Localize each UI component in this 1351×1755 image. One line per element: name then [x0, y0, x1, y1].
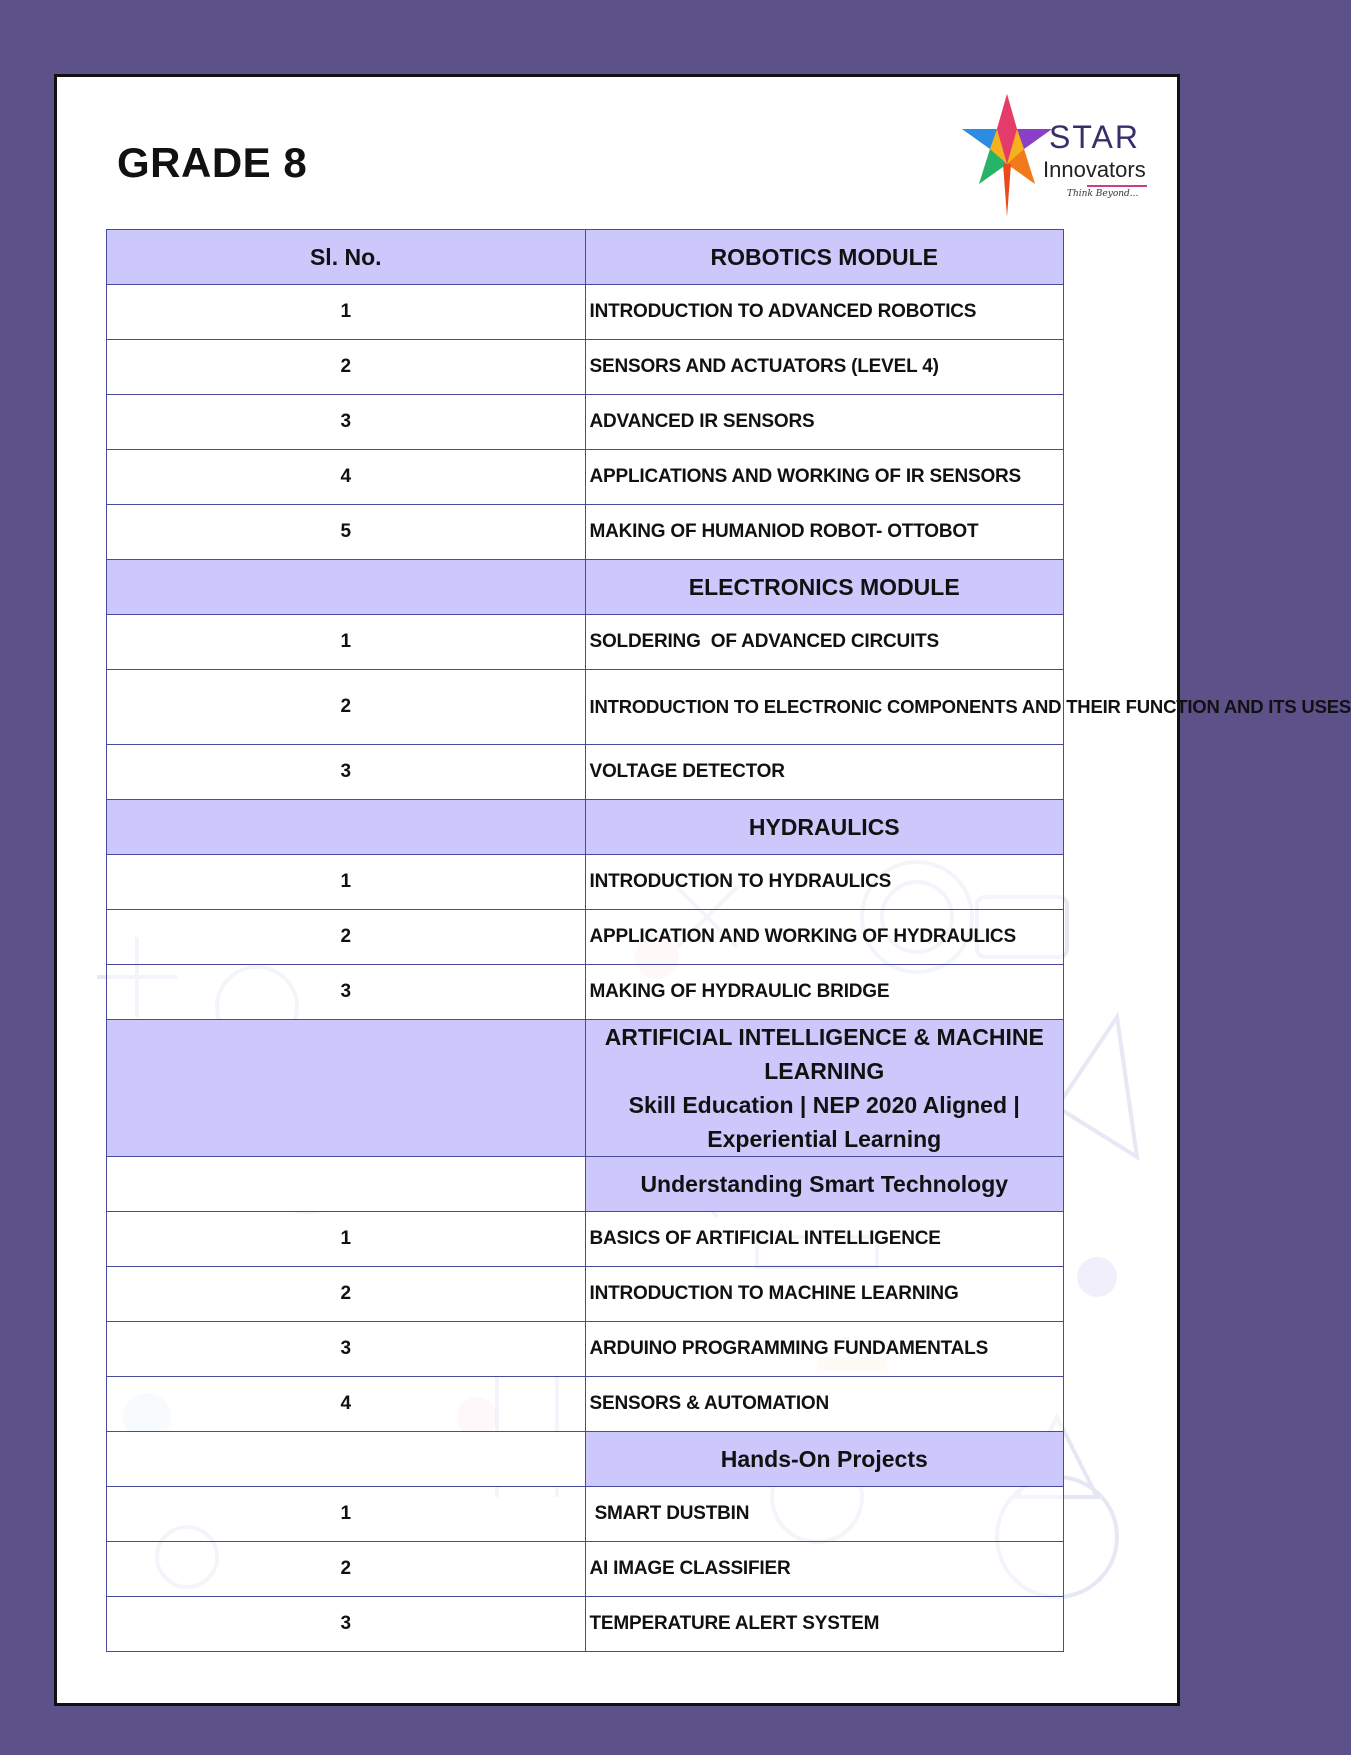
section-header-row — [107, 230, 1064, 285]
empty-cell — [107, 1432, 586, 1487]
table-row — [107, 505, 1064, 560]
row-number: 1 — [107, 1212, 586, 1267]
table-row — [107, 965, 1064, 1020]
row-topic: SENSORS & AUTOMATION — [585, 1377, 1064, 1432]
row-topic: SMART DUSTBIN — [585, 1487, 1064, 1542]
logo-divider — [1087, 185, 1147, 187]
subsection-header-row — [107, 1432, 1064, 1487]
logo-name: STAR — [1049, 119, 1140, 155]
row-topic: SOLDERING OF ADVANCED CIRCUITS — [585, 615, 1064, 670]
table-row — [107, 1542, 1064, 1597]
sl-no-header: Sl. No. — [107, 230, 586, 285]
row-topic: APPLICATIONS AND WORKING OF IR SENSORS — [585, 450, 1064, 505]
row-topic: MAKING OF HUMANIOD ROBOT- OTTOBOT — [585, 505, 1064, 560]
row-topic: APPLICATION AND WORKING OF HYDRAULICS — [585, 910, 1064, 965]
table-row — [107, 1212, 1064, 1267]
curriculum-table — [106, 229, 1351, 1652]
subsection-title: Understanding Smart Technology — [585, 1157, 1064, 1212]
row-number: 1 — [107, 285, 586, 340]
row-number: 3 — [107, 1322, 586, 1377]
row-number: 3 — [107, 395, 586, 450]
row-number: 3 — [107, 965, 586, 1020]
row-topic: INTRODUCTION TO HYDRAULICS — [585, 855, 1064, 910]
table-row — [107, 285, 1064, 340]
row-topic: INTRODUCTION TO ADVANCED ROBOTICS — [585, 285, 1064, 340]
row-number: 4 — [107, 1377, 586, 1432]
row-topic: INTRODUCTION TO MACHINE LEARNING — [585, 1267, 1064, 1322]
page-title: GRADE 8 — [117, 139, 308, 186]
table-row — [107, 855, 1064, 910]
row-number: 2 — [107, 670, 586, 745]
row-number: 2 — [107, 340, 586, 395]
row-topic: AI IMAGE CLASSIFIER — [585, 1542, 1064, 1597]
empty-cell — [107, 560, 586, 615]
document-page — [54, 74, 1351, 1706]
section-header-row — [107, 1020, 1064, 1157]
section-title: HYDRAULICS — [585, 800, 1064, 855]
table-row — [107, 450, 1064, 505]
row-number: 3 — [107, 745, 586, 800]
row-number: 1 — [107, 1487, 586, 1542]
logo-subtitle: Innovators — [1043, 157, 1146, 182]
section-subtitle: Skill Education | NEP 2020 Aligned | Experiential Learning — [628, 1092, 1020, 1152]
empty-cell — [107, 1020, 586, 1157]
table-row — [107, 670, 1064, 745]
row-topic: SENSORS AND ACTUATORS (LEVEL 4) — [585, 340, 1064, 395]
row-number: 2 — [107, 1267, 586, 1322]
empty-cell — [107, 1157, 586, 1212]
section-title: ELECTRONICS MODULE — [585, 560, 1064, 615]
row-number: 3 — [107, 1597, 586, 1652]
table-row — [107, 615, 1064, 670]
table-row — [107, 1267, 1064, 1322]
table-row — [107, 340, 1064, 395]
table-row — [107, 1487, 1064, 1542]
section-title-block — [585, 1020, 1064, 1157]
row-topic: BASICS OF ARTIFICIAL INTELLIGENCE — [585, 1212, 1064, 1267]
section-title: ROBOTICS MODULE — [585, 230, 1064, 285]
table-row — [107, 1322, 1064, 1377]
section-header-row — [107, 560, 1064, 615]
row-number: 1 — [107, 615, 586, 670]
subsection-title: Hands-On Projects — [585, 1432, 1064, 1487]
table-row — [107, 1597, 1064, 1652]
section-header-row — [107, 800, 1064, 855]
empty-cell — [107, 800, 586, 855]
row-number: 2 — [107, 1542, 586, 1597]
row-topic: VOLTAGE DETECTOR — [585, 745, 1064, 800]
table-row — [107, 1377, 1064, 1432]
table-row — [107, 745, 1064, 800]
table-row — [107, 395, 1064, 450]
star-innovators-logo — [967, 89, 1167, 219]
section-title: ARTIFICIAL INTELLIGENCE & MACHINE LEARNING — [604, 1024, 1044, 1084]
row-topic: ARDUINO PROGRAMMING FUNDAMENTALS — [585, 1322, 1064, 1377]
row-number: 1 — [107, 855, 586, 910]
row-number: 2 — [107, 910, 586, 965]
star-logo-icon — [967, 89, 1057, 219]
row-topic: INTRODUCTION TO ELECTRONIC COMPONENTS AND THEIR FUNCTION AND ITS USES — [585, 670, 1064, 745]
row-number: 4 — [107, 450, 586, 505]
row-topic: TEMPERATURE ALERT SYSTEM — [585, 1597, 1064, 1652]
subsection-header-row — [107, 1157, 1064, 1212]
logo-tagline: Think Beyond... — [1067, 189, 1139, 199]
row-number: 5 — [107, 505, 586, 560]
table-row — [107, 910, 1064, 965]
row-topic: MAKING OF HYDRAULIC BRIDGE — [585, 965, 1064, 1020]
row-topic: ADVANCED IR SENSORS — [585, 395, 1064, 450]
